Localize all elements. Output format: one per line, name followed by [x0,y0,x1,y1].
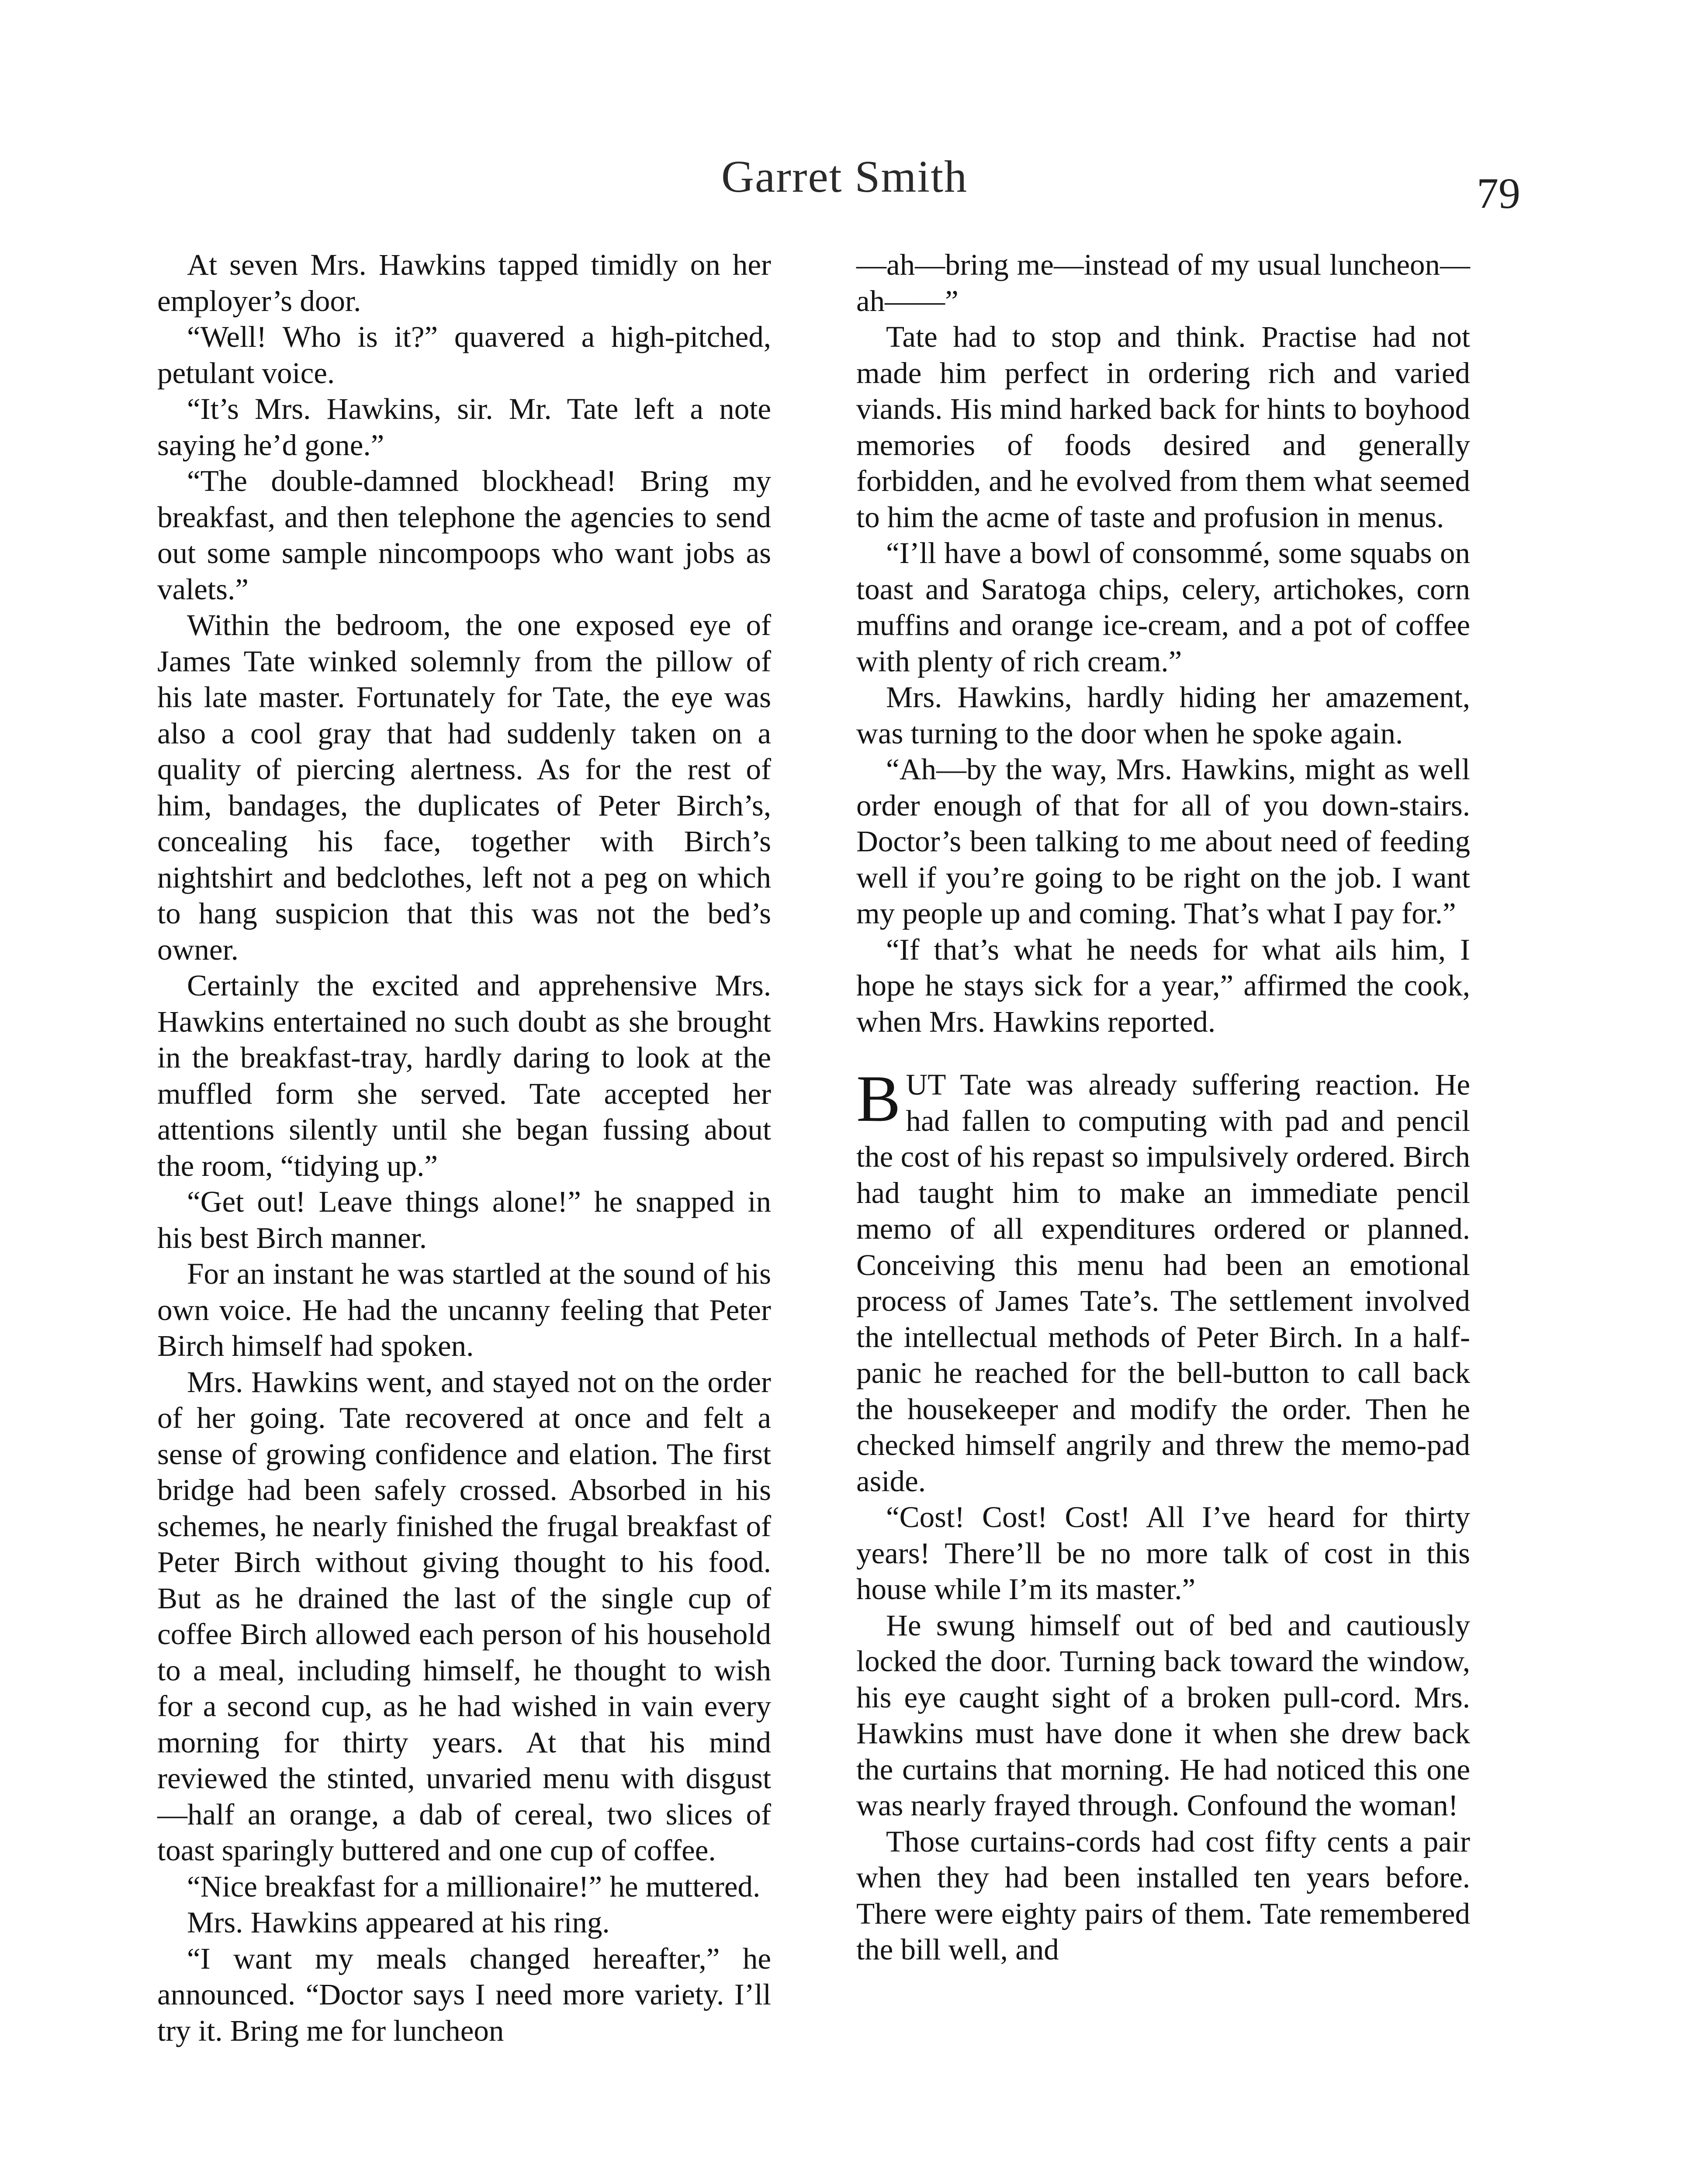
paragraph: He swung himself out of bed and cautiously locked the door. Turning back toward the window, his eye caught sight of a broken pull-cord. Mrs. Hawkins must have done it when she drew back the curtains that morning. He had noticed this one was nearly frayed through. Confound the woman! [856,1608,1470,1822]
left-column [157,247,771,2049]
paragraph: Mrs. Hawkins, hardly hiding her amazement, was turning to the door when he spoke again. [856,681,1470,750]
section-opening-paragraph [856,1062,1470,1499]
paragraph: Within the bedroom, the one exposed eye of James Tate winked solemnly from the pillow of his late master. Fortunately for Tate, the eye was also a cool gray that had suddenly taken on a quality of piercing alertness. As for the rest of him, bandages, the duplicates of Peter Birch’s, concealing his face, together with Birch’s nightshirt and bedclothes, left not a peg on which to hang suspicion that this was not the bed’s owner. [157,608,771,966]
right-column [856,247,1470,1968]
section-opening-text: UT Tate was already suffering reaction. He had fallen to computing with pad and pencil the cost of his repast so impulsively ordered. Birch had taught him to make an immediate pencil memo of all expenditures ordered or planned. Conceiving this menu had been an emotional process of James Tate’s. The settlement involved the intellectual methods of Peter Birch. In a half-panic he reached for the bell-button to call back the housekeeper and modify the order. Then he checked himself angrily and threw the memo-pad aside. [856,1068,1470,1498]
paragraph: “The double-damned blockhead! Bring my breakfast, and then telephone the agencies to send out some sample nincompoops who want jobs as valets.” [157,464,771,606]
paragraph: “Well! Who is it?” quavered a high-pitched, petulant voice. [157,320,771,390]
drop-cap: B [856,1062,901,1135]
paragraph: Tate had to stop and think. Practise had not made him perfect in ordering rich and varied viands. His mind harked back for hints to boyhood memories of foods desired and generally forbidden, and he evolved from them what seemed to him the acme of taste and profusion in menus. [856,320,1470,534]
continued-paragraph: —ah—bring me—instead of my usual luncheon—ah——” [856,248,1470,318]
paragraph: “It’s Mrs. Hawkins, sir. Mr. Tate left a note saying he’d gone.” [157,392,771,462]
running-header-title: Garret Smith [721,152,968,202]
paragraph: “Cost! Cost! Cost! All I’ve heard for thirty years! There’ll be no more talk of cost in this house while I’m its master.” [856,1500,1470,1606]
paragraph: “I’ll have a bowl of consommé, some squabs on toast and Saratoga chips, celery, artichokes, corn muffins and orange ice-cream, and a pot of coffee with plenty of rich cream.” [856,536,1470,678]
paragraph: “Ah—by the way, Mrs. Hawkins, might as well order enough of that for all of you down-stairs. Doctor’s been talking to me about need of feeding well if you’re going to be right on the job. I want my people up and coming. That’s what I pay for.” [856,753,1470,930]
paragraph: For an instant he was startled at the sound of his own voice. He had the uncanny feeling that Peter Birch himself had spoken. [157,1257,771,1362]
paragraph: “Get out! Leave things alone!” he snapped in his best Birch manner. [157,1185,771,1254]
paragraph: Mrs. Hawkins went, and stayed not on the order of her going. Tate recovered at once and felt a sense of growing confidence and elation. The first bridge had been safely crossed. Absorbed in his schemes, he nearly finished the frugal breakfast of Peter Birch without giving thought to his food. But as he drained the last of the single cup of coffee Birch allowed each person of his household to a meal, including himself, he thought to wish for a second cup, as he had wished in vain every morning for thirty years. At that his mind reviewed the stinted, unvaried menu with disgust—half an orange, a dab of cereal, two slices of toast sparingly buttered and one cup of coffee. [157,1365,771,1867]
paragraph: Mrs. Hawkins appeared at his ring. [187,1906,610,1939]
paragraph: “I want my meals changed hereafter,” he announced. “Doctor says I need more variety. I’ll try it. Bring me for luncheon [157,1942,771,2047]
paragraph: At seven Mrs. Hawkins tapped timidly on her employer’s door. [157,248,771,318]
paragraph: Certainly the excited and apprehensive Mrs. Hawkins entertained no such doubt as she brought in the breakfast-tray, hardly daring to look at the muffled form she served. Tate accepted her attentions silently until she began fussing about the room, “tidying up.” [157,969,771,1182]
paragraph: Those curtains-cords had cost fifty cents a pair when they had been installed ten years before. There were eighty pairs of them. Tate remembered the bill well, and [856,1825,1470,1966]
paragraph: “Nice breakfast for a millionaire!” he muttered. [187,1870,761,1903]
paragraph: “If that’s what he needs for what ails him, I hope he stays sick for a year,” affirmed the cook, when Mrs. Hawkins reported. [856,933,1470,1038]
page-number: 79 [1477,169,1520,218]
